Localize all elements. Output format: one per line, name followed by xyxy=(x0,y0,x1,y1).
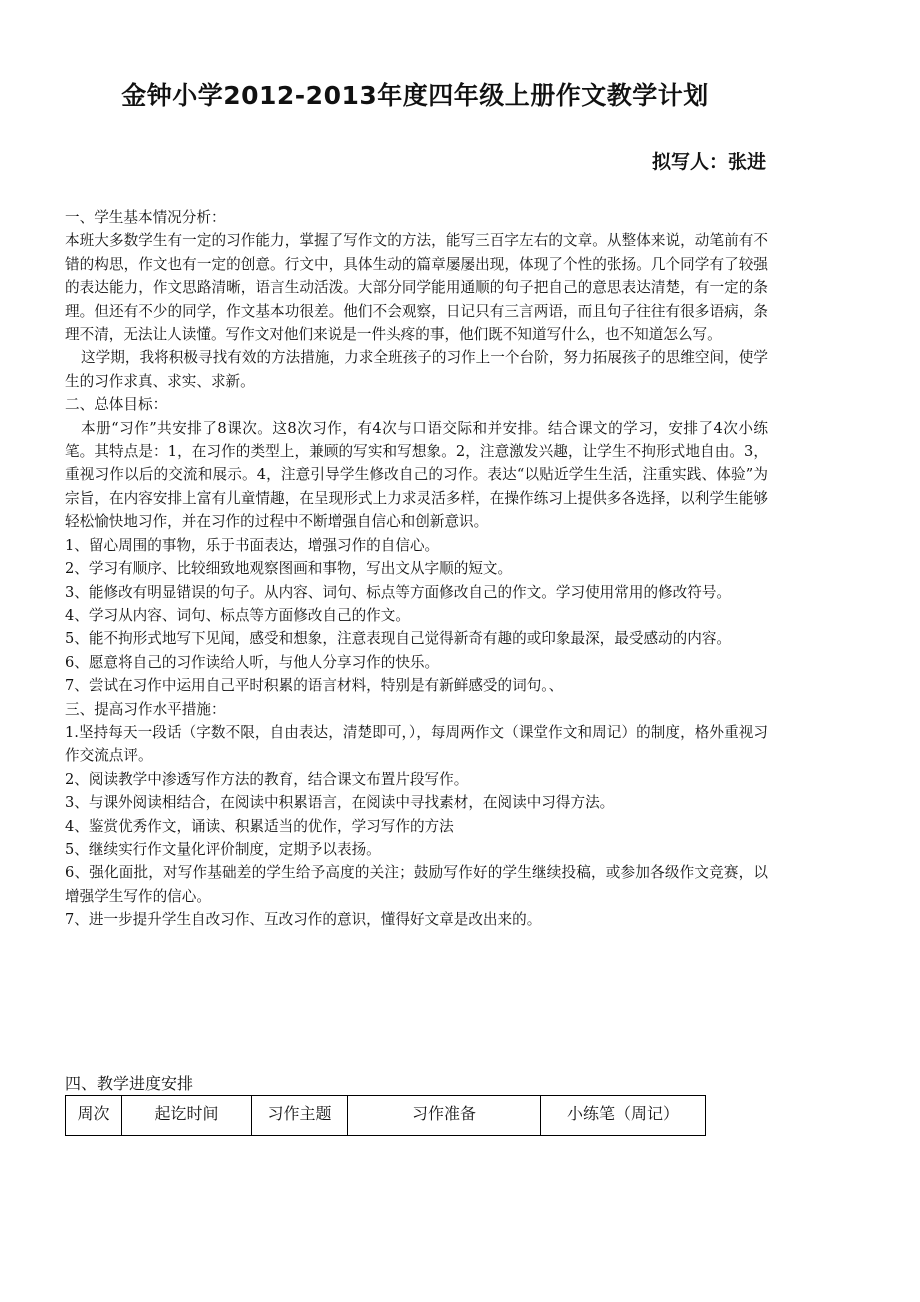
table-header-cell: 周次 xyxy=(66,1096,122,1136)
measure-item: 3、与课外阅读相结合，在阅读中积累语言，在阅读中寻找素材，在阅读中习得方法。 xyxy=(65,794,615,812)
measure-item: 4、鉴赏优秀作文，诵读、积累适当的优作，学习写作的方法 xyxy=(65,817,454,835)
goal-item: 1、留心周围的事物，乐于书面表达，增强习作的自信心。 xyxy=(65,536,440,554)
goal-item: 3、能修改有明显错误的句子。从内容、词句、标点等方面修改自己的作文。学习使用常用的修改符号。 xyxy=(65,583,732,601)
section-4-heading: 四、教学进度安排 xyxy=(65,1074,194,1093)
measure-item: 5、继续实行作文量化评价制度，定期予以表扬。 xyxy=(65,840,381,858)
goal-item: 6、愿意将自己的习作读给人听，与他人分享习作的快乐。 xyxy=(65,653,440,671)
author-line: 拟写人：张进 xyxy=(651,151,766,173)
measure-item: 7、进一步提升学生自改习作、互改习作的意识，懂得好文章是改出来的。 xyxy=(65,911,542,929)
table-header-cell: 小练笔（周记） xyxy=(541,1096,706,1136)
goal-item: 4、学习从内容、词句、标点等方面修改自己的作文。 xyxy=(65,606,410,624)
paragraph: 本册“习作”共安排了8课次。这8次习作，有4次与口语交际和并安排。结合课文的学习，安排了4次小练笔。其特点是：1，在习作的类型上，兼顾的写实和写想象。2，注意激发兴趣，让学生不拘形式地自由。3，重视习作以后的交流和展示。4，注意引导学生修改自己的习作。表达“以贴近学生生活，注重实践、体验”为宗旨，在内容安排上富有儿童情趣，在呈现形式上力求灵活多样，在操作练习上提供多各选择，以利学生能够轻松愉快地习作，并在习作的过程中不断增强自信心和创新意识。 xyxy=(65,419,768,531)
table-header-cell: 习作主题 xyxy=(252,1096,348,1136)
measure-item: 6、强化面批，对写作基础差的学生给予高度的关注；鼓励写作好的学生继续投稿，或参加各级作文竞赛，以增强学生写作的信心。 xyxy=(65,864,768,905)
table-header-row xyxy=(66,1096,706,1136)
goal-item: 7、尝试在习作中运用自己平时积累的语言材料，特别是有新鲜感受的词句。、 xyxy=(65,677,564,695)
measure-item: 1.坚持每天一段话（字数不限，自由表达，清楚即可，），每周两作文（课堂作文和周记）的制度，格外重视习作交流点评。 xyxy=(65,723,768,765)
paragraph: 这学期，我将积极寻找有效的方法措施，力求全班孩子的习作上一个台阶，努力拓展孩子的思维空间，使学生的习作求真、求实、求新。 xyxy=(65,349,768,390)
page-title: 金钟小学2012-2013年度四年级上册作文教学计划 xyxy=(121,81,709,110)
measure-item: 2、阅读教学中渗透写作方法的教育，结合课文布置片段写作。 xyxy=(65,770,469,788)
document-body xyxy=(65,206,768,932)
section-1-heading: 一、学生基本情况分析： xyxy=(65,209,226,226)
goal-item: 5、能不拘形式地写下见闻，感受和想象，注意表现自己觉得新奇有趣的或印象最深，最受感动的内容。 xyxy=(65,630,732,648)
section-2-heading: 二、总体目标： xyxy=(65,396,168,414)
table-header-cell: 起讫时间 xyxy=(122,1096,252,1136)
schedule-table xyxy=(65,1095,706,1136)
section-3-heading: 三、提高习作水平措施： xyxy=(65,700,226,718)
goal-item: 2、学习有顺序、比较细致地观察图画和事物，写出文从字顺的短文。 xyxy=(65,560,513,578)
table-header-cell: 习作准备 xyxy=(348,1096,541,1136)
paragraph: 本班大多数学生有一定的习作能力，掌握了写作文的方法，能写三百字左右的文章。从整体来说，动笔前有不错的构思，作文也有一定的创意。行文中，具体生动的篇章屡屡出现，体现了个性的张扬。几个同学有了较强的表达能力，作文思路清晰，语言生动活泼。大部分同学能用通顺的句子把自己的意思表达清楚，有一定的条理。但还有不少的同学，作文基本功很差。他们不会观察，日记只有三言两语，而且句子往往有很多语病，条理不清，无法让人读懂。写作文对他们来说是一件头疼的事，他们既不知道写什么，也不知道怎么写。 xyxy=(65,232,768,344)
